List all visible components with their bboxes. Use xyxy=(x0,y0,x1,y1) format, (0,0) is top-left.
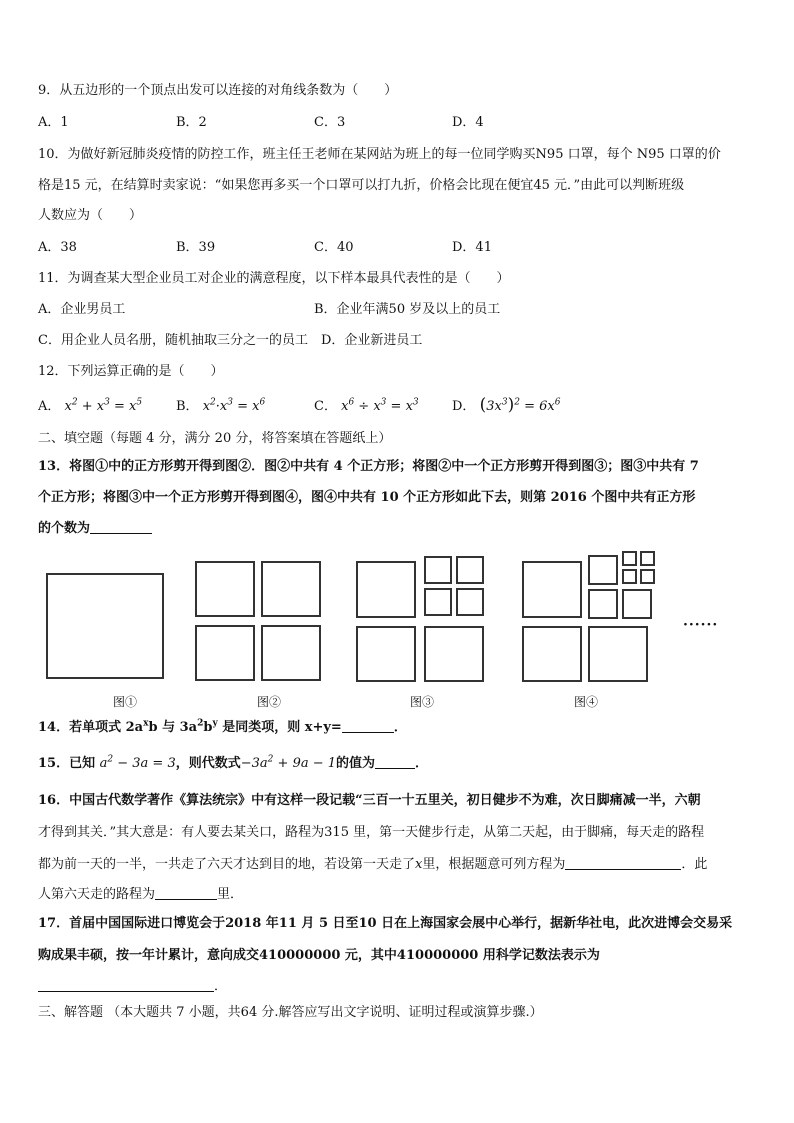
q17-answer-blank xyxy=(38,977,214,992)
q14-text-4: 是同类项，则 x+y= xyxy=(217,720,342,735)
q16-line-2: 才得到其关．”其大意是：有人要去某关口，路程为315 里，第一天健步行走，从第二天起，由于脚痛，每天走的路程 xyxy=(38,825,705,840)
figure-3-small-square-3 xyxy=(424,588,452,616)
figure-3-square-br xyxy=(424,626,484,682)
q12-option-b xyxy=(176,397,265,417)
q11-option-b: B．企业年满50 岁及以上的员工 xyxy=(314,302,501,317)
section-3-heading: 三、解答题 （本大题共 7 小题，共64 分.解答应写出文字说明、证明过程或演算步骤.） xyxy=(38,1005,543,1020)
q12-stem: 12．下列运算正确的是（ ） xyxy=(38,364,224,379)
q9-option-c: C．3 xyxy=(314,115,346,130)
figure-3-square-bl xyxy=(356,626,416,682)
q16-line-4 xyxy=(38,885,243,905)
q14-line xyxy=(38,718,407,738)
figure-ellipsis: ······ xyxy=(683,617,719,633)
q9-stem: 9．从五边形的一个顶点出发可以连接的对角线条数为（ ） xyxy=(38,83,398,98)
figure-4-caption: 图④ xyxy=(573,695,598,709)
q16-line-4-text-b: 里． xyxy=(217,887,244,902)
q11-stem: 11．为调查某大型企业员工对企业的满意程度，以下样本最具代表性的是（ ） xyxy=(38,271,510,286)
q15-answer-blank xyxy=(375,754,415,769)
figure-3-small-square-1 xyxy=(424,556,452,584)
q10-option-c: C．40 xyxy=(314,240,354,255)
q15-line xyxy=(38,754,428,774)
q14-exponent-x: x xyxy=(143,718,149,729)
q10-option-a: A．38 xyxy=(38,240,77,255)
q17-line-1: 17．首届中国国际进口博览会于2018 年11 月 5 日至10 日在上海国家会展中心举行，据新华社电，此次进博会交易采 xyxy=(38,916,733,931)
q12-option-b-label: B． xyxy=(176,399,199,414)
figure-4-small-square-2 xyxy=(588,589,618,619)
q10-line-1: 10．为做好新冠肺炎疫情的防控工作，班主任王老师在某网站为班上的每一位同学购买N95 口罩，每个 N95 口罩的价 xyxy=(38,147,721,162)
q11-option-a: A．企业男员工 xyxy=(38,302,126,317)
q15-text-3: 的值为 xyxy=(336,756,376,771)
q12-option-d-label: D． xyxy=(452,399,476,414)
q12-option-a-label: A． xyxy=(38,399,61,414)
figure-4-tiny-square-2 xyxy=(640,551,655,566)
q11-option-cd: C．用企业人员名册，随机抽取三分之一的员工 D．企业新进员工 xyxy=(38,333,423,348)
q13-line-1: 13．将图①中的正方形剪开得到图②．图②中共有 4 个正方形；将图②中一个正方形剪开得到图③；图③中共有 7 xyxy=(38,459,699,474)
q10-line-3: 人数应为（ ） xyxy=(38,208,143,223)
q9-option-d: D．4 xyxy=(452,115,484,130)
figure-4-square-tl xyxy=(522,561,582,618)
q10-line-2: 格是15 元，在结算时卖家说：“如果您再多买一个口罩可以打九折，价格会比现在便宜45 元．”由此可以判断班级 xyxy=(38,178,685,193)
figure-4-square-bl xyxy=(522,626,582,682)
q16-variable-x: x xyxy=(415,857,423,872)
q14-exponent-2: 2 xyxy=(197,718,204,729)
q16-line-3-text-a: 都为前一天的一半，一共走了六天才达到目的地，若设第一天走了 xyxy=(38,857,416,872)
q13-line-3-text: 的个数为 xyxy=(38,521,91,536)
q9-option-b: B．2 xyxy=(176,115,207,130)
section-2-heading: 二、填空题（每题 4 分，满分 20 分，将答案填在答题纸上） xyxy=(38,431,392,446)
figure-1-square xyxy=(46,573,164,679)
q14-text-1: 14．若单项式 2a xyxy=(38,720,144,735)
q17-line-2: 购成果丰硕，按一年计累计，意向成交410000000 元，其中410000000 用科学记数法表示为 xyxy=(38,948,600,963)
q17-line-3 xyxy=(38,977,227,997)
figure-3-small-square-2 xyxy=(456,556,484,584)
figure-2-square-tr xyxy=(261,561,321,617)
figure-3-small-square-4 xyxy=(456,588,484,616)
q16-line-3-text-c: ．此 xyxy=(681,857,708,872)
q15-text-2: ，则代数式 xyxy=(175,756,241,771)
q16-line-1: 16．中国古代数学著作《算法统宗》中有这样一段记载“三百一十五里关，初日健步不为难，次日脚痛减一半，六朝 xyxy=(38,793,701,808)
q15-text-1: 15．已知 xyxy=(38,756,96,771)
q16-distance-blank xyxy=(155,885,217,900)
q16-line-3 xyxy=(38,855,707,875)
q13-line-3 xyxy=(38,519,152,539)
q14-exponent-y: y xyxy=(212,718,218,729)
figure-4-tiny-square-4 xyxy=(640,569,655,584)
q16-equation-blank xyxy=(565,855,681,870)
figure-3-caption: 图③ xyxy=(409,695,434,709)
figure-4-small-square-3 xyxy=(622,589,652,619)
q12-option-c-formula: $x^6 \div x^3 = x^3$ xyxy=(341,397,419,414)
q14-answer-blank xyxy=(342,718,394,733)
q12-option-a-formula: $x^2 + x^3 = x^5$ xyxy=(64,397,143,414)
q12-option-d-formula: $(3x^3)^2 = 6x^6$ xyxy=(479,395,561,415)
q14-text-3: b xyxy=(203,720,213,735)
figure-4-tiny-square-3 xyxy=(622,569,637,584)
q12-option-a xyxy=(38,397,142,417)
q15-end: ． xyxy=(415,756,429,771)
q12-option-b-formula: $x^2\cdot x^3 = x^6$ xyxy=(202,397,266,414)
figure-3-square-tl xyxy=(356,561,416,618)
q13-answer-blank xyxy=(90,519,152,534)
q10-option-d: D．41 xyxy=(452,240,492,255)
figure-4-square-br xyxy=(588,626,648,682)
q13-line-2: 个正方形；将图③中一个正方形剪开得到图④，图④中共有 10 个正方形如此下去，则第 2016 个图中共有正方形 xyxy=(38,490,696,505)
q15-condition-formula: $a^2 - 3a = 3$ xyxy=(99,754,176,771)
q10-option-b: B．39 xyxy=(176,240,216,255)
q15-expression-formula: $-3a^2 + 9a - 1$ xyxy=(240,754,337,771)
figure-2-square-tl xyxy=(195,561,255,617)
q9-option-a: A．1 xyxy=(38,115,69,130)
figure-2-square-br xyxy=(261,625,321,681)
figure-2-square-bl xyxy=(195,625,255,681)
figure-1-caption: 图① xyxy=(112,695,137,709)
q16-line-4-text-a: 人第六天走的路程为 xyxy=(38,887,156,902)
q12-option-d xyxy=(452,395,560,417)
q14-end: ． xyxy=(393,720,407,735)
figure-4-small-square-1 xyxy=(588,555,618,585)
figure-4-tiny-square-1 xyxy=(622,551,637,566)
q14-text-2: b 与 3a xyxy=(148,720,198,735)
figure-2-caption: 图② xyxy=(256,695,281,709)
q12-option-c xyxy=(314,397,419,417)
q12-option-c-label: C． xyxy=(314,399,337,414)
q17-end: ． xyxy=(214,979,228,994)
q16-line-3-text-b: 里，根据题意可列方程为 xyxy=(422,857,566,872)
